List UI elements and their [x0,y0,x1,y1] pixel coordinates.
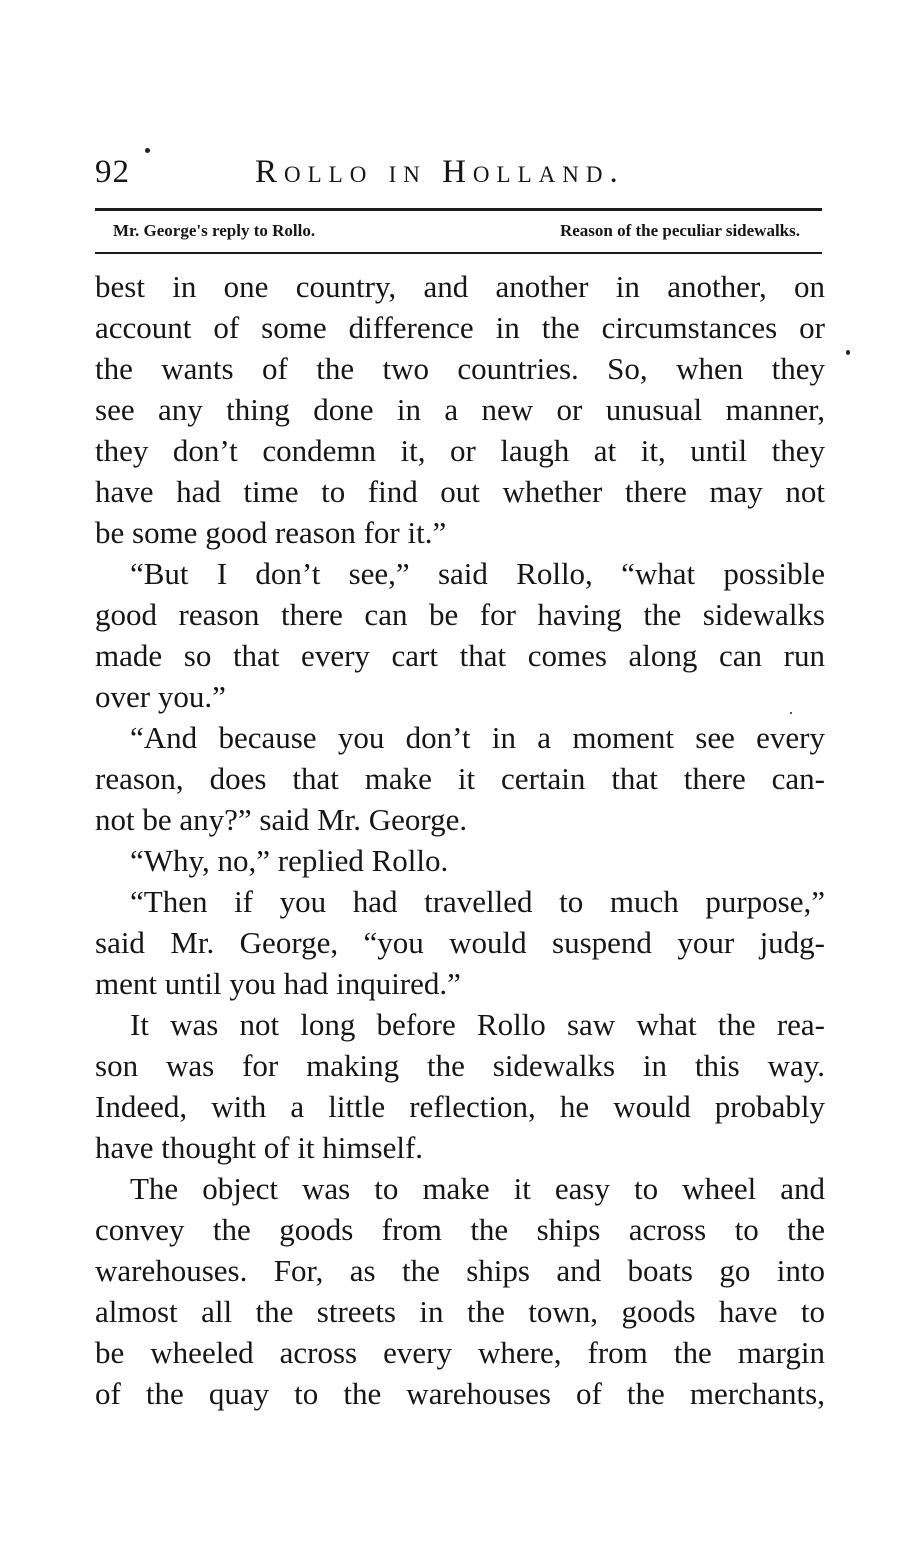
text-line: It was not long before Rollo saw what the rea- [130,1007,825,1042]
text-line: of the quay to the warehouses of the merchants, [95,1376,825,1411]
text-line: best in one country, and another in another, on [95,269,825,304]
text-line: said Mr. George, “you would suspend your judg- [95,925,825,960]
text-line: see any thing done in a new or unusual manner, [95,392,825,427]
text-line: not be any?” said Mr. George. [95,802,468,837]
text-line: made so that every cart that comes along can run [95,638,825,673]
header-rule-top [95,208,822,211]
text-line: they don’t condemn it, or laugh at it, until they [95,433,825,468]
text-line: son was for making the sidewalks in this way. [95,1048,825,1083]
text-line: reason, does that make it certain that there can- [95,761,825,796]
text-line: “Why, no,” replied Rollo. [130,843,449,878]
book-title: Rollo in Holland. [255,154,625,190]
text-line: “Then if you had travelled to much purpose,” [130,884,825,919]
text-line: Indeed, with a little reflection, he would probably [95,1089,825,1124]
scan-speck [790,712,792,714]
text-line: warehouses. For, as the ships and boats go into [95,1253,825,1288]
scan-speck [846,350,850,355]
shoulder-note-right: Reason of the peculiar sidewalks. [559,221,800,240]
text-line: be wheeled across every where, from the margin [95,1335,825,1370]
shoulder-notes [95,218,822,244]
body-text [95,266,825,1414]
text-line: The object was to make it easy to wheel and [130,1171,825,1206]
text-line: convey the goods from the ships across to the [95,1212,825,1247]
text-line: “But I don’t see,” said Rollo, “what possible [130,556,825,591]
scan-speck [145,148,150,153]
text-line: have had time to find out whether there may not [95,474,825,509]
text-line: have thought of it himself. [95,1130,424,1165]
header-rule-bottom [95,252,822,254]
text-line: almost all the streets in the town, goods have to [95,1294,825,1329]
text-line: good reason there can be for having the sidewalks [95,597,825,632]
text-line: the wants of the two countries. So, when they [95,351,825,386]
page-number: 92 [95,154,130,190]
running-head [95,150,825,200]
text-line: account of some difference in the circumstances or [95,310,825,345]
text-line: “And because you don’t in a moment see every [130,720,825,755]
text-line: be some good reason for it.” [95,515,447,550]
shoulder-note-left: Mr. George's reply to Rollo. [113,221,316,240]
text-line: over you.” [95,679,226,714]
text-line: ment until you had inquired.” [95,966,461,1001]
